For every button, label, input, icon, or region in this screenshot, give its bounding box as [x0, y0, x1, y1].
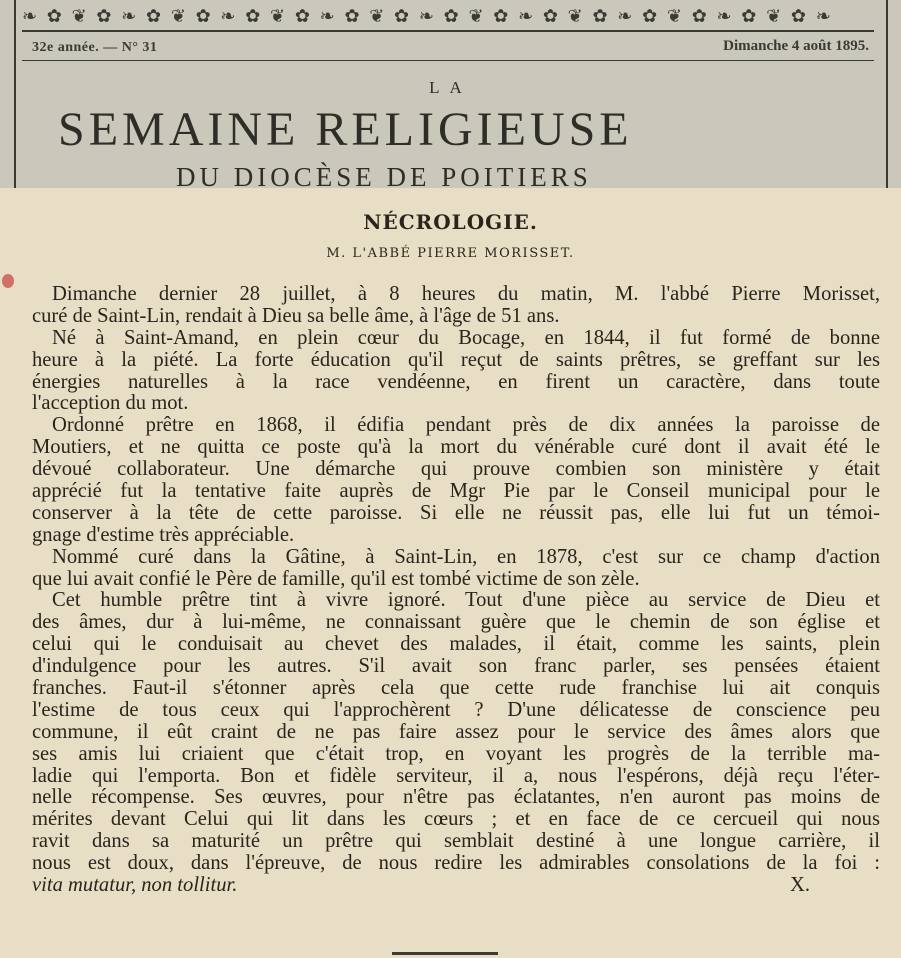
- issue-number: 32e année. — N° 31: [32, 40, 158, 55]
- text-line: gnage d'estime très appréciable.: [32, 524, 295, 546]
- ornament-border: ❧ ✿ ❦ ✿ ❧ ✿ ❦ ✿ ❧ ✿ ❦ ✿ ❧ ✿ ❦ ✿ ❧ ✿ ❦ ✿ ❧ ✿ ❦ ✿ ❧ ✿ ❦ ✿ ❧ ✿ ❦ ✿ ❧: [22, 6, 833, 27]
- text-line: heure à la piété. La forte éducation qu'il reçut de saints prêtres, se greffant sur les: [32, 349, 880, 371]
- text-line: des âmes, dur à lui-même, ne connaissant guère que le chemin de son église et: [32, 612, 880, 634]
- text-line: nelle récompense. Ses œuvres, pour n'être pas éclatantes, n'en auront pas moins de: [32, 787, 880, 809]
- text-line: Moutiers, et ne quitta ce poste qu'à la mort du vénérable curé dont il avait été le: [32, 437, 880, 459]
- bottom-rule: [392, 952, 498, 955]
- text-line: franches. Faut-il s'étonner après cela que cette rude franchise lui ait conquis: [32, 678, 880, 700]
- text-line: dévoué collaborateur. Une démarche qui prouve combien son ministère y était: [32, 459, 880, 481]
- article-heading: NÉCROLOGIE.: [363, 210, 538, 234]
- issue-rule: [22, 60, 874, 61]
- text-line: que lui avait confié le Père de famille, qu'il est tombé victime de son zèle.: [32, 568, 640, 590]
- ornament-rule: [22, 30, 874, 32]
- text-line: celui qui le conduisait au chevet des malades, il était, comme les saints, plein: [32, 634, 880, 656]
- publication-title: SEMAINE RELIGIEUSE: [58, 103, 633, 156]
- article-subheading: M. L'ABBÉ PIERRE MORISSET.: [326, 246, 575, 261]
- text-line: l'acception du mot.: [32, 393, 189, 415]
- text-line: mérites devant Celui qui lit dans les cœurs ; et en face de ce cercueil qui nous: [32, 809, 880, 831]
- text-line: Nommé curé dans la Gâtine, à Saint-Lin, en 1878, c'est sur ce champ d'action: [52, 546, 880, 568]
- publication-subtitle: DU DIOCÈSE DE POITIERS: [176, 162, 592, 189]
- text-line: ravit dans sa maturité un prêtre qui semblait destiné à une longue carrière, il: [32, 831, 880, 853]
- publication-article: LA: [429, 78, 472, 97]
- red-ink-stain: [2, 274, 14, 288]
- text-line: commune, il eût craint de ne pas faire assez pour le service des âmes alors que: [32, 721, 880, 743]
- text-line: d'indulgence pour les autres. S'il avait son franc parler, ses pensées étaient: [32, 656, 880, 678]
- text-line: curé de Saint-Lin, rendait à Dieu sa belle âme, à l'âge de 51 ans.: [32, 305, 560, 327]
- text-line: l'estime de tous ceux qui l'approchèrent ? D'une délicatesse de conscience peu: [32, 699, 880, 721]
- text-line: nous est doux, dans l'épreuve, de nous redire les admirables consolations de la foi :: [32, 853, 880, 875]
- text-line: Né à Saint-Amand, en plein cœur du Bocage, en 1844, il fut formé de bonne: [52, 327, 880, 349]
- text-line: conserver à la tête de cette paroisse. Si elle ne réussit pas, elle lui fut un témoi-: [32, 502, 880, 524]
- text-line: Ordonné prêtre en 1868, il édifia pendant près de dix années la paroisse de: [52, 415, 880, 437]
- article-clipping: [0, 188, 901, 958]
- closing-line: [32, 875, 880, 897]
- text-line: énergies naturelles à la race vendéenne, en firent un caractère, dans toute: [32, 371, 880, 393]
- latin-closing: vita mutatur, non tollitur.: [32, 875, 238, 897]
- text-line: Cet humble prêtre tint à vivre ignoré. Tout d'une pièce au service de Dieu et: [52, 590, 880, 612]
- text-line: apprécié fut la tentative faite auprès de Mgr Pie par le Conseil municipal pour le: [32, 481, 880, 503]
- article-body: [32, 284, 880, 897]
- text-line: Dimanche dernier 28 juillet, à 8 heures du matin, M. l'abbé Pierre Morisset,: [52, 284, 880, 305]
- masthead-clipping: [0, 0, 901, 189]
- signature: X.: [789, 875, 810, 897]
- text-line: ses amis lui criaient que c'était trop, en voyant les progrès de la terrible ma-: [32, 743, 880, 765]
- issue-date: Dimanche 4 août 1895.: [723, 38, 869, 54]
- text-line: ladie qui l'emporta. Bon et fidèle serviteur, il a, nous l'espérons, déjà reçu l'éter-: [32, 765, 880, 787]
